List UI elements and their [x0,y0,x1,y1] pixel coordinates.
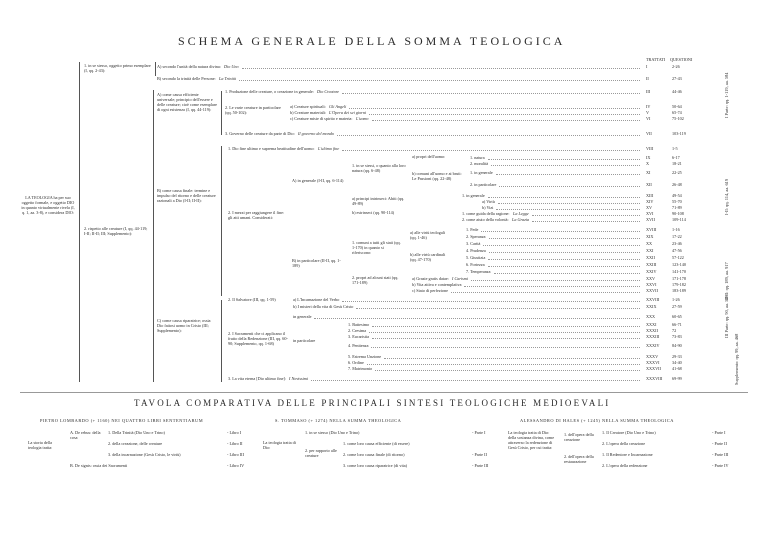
question-range: 179-182 [672,282,686,287]
dotted-leader [532,215,640,216]
treatise-number: VIII [646,146,654,151]
treatise-row-label: 3. Governo delle creature da parte di Dio: [225,131,295,136]
comparison-item: 2. L'opera della creazione [602,441,646,446]
comparison-column-header: S. TOMMASO (+ 1274) NELLA SUMMA THEOLOGICA [275,418,402,423]
question-range: 183-189 [672,288,686,293]
root-brace [79,62,80,382]
dotted-leader [491,165,640,166]
question-range: 55-70 [672,199,682,204]
question-range: 84-90 [672,343,682,348]
label-sacramenti: 2. I Sacramenti che ci applicano il frutto della Redenzione (III, qq. 60-90; Supplemento, qq. 1-68) [228,331,288,346]
treatise-number: XVIII [646,227,657,232]
label-mezzi: 2. I mezzi per raggiungere il fine: gli atti umani. Considerati: [228,210,285,220]
label-creature-particolari: 2. Le varie creature in particolare (qq. 50-102): [225,105,281,115]
comparison-part: - Parte II [472,452,487,457]
dotted-leader [239,80,640,81]
comparison-item: 1. Il Creatore (Dio Uno e Trino) [602,430,656,435]
treatise-row-label: 3. Eucaristia [348,334,369,339]
treatise-row-label: 2. Speranza [466,234,486,239]
branch-creature: 2. rispetto alle creature (I, qq. 44-119; I-II; II-II; III; Supplemento): [84,226,148,236]
question-range: 1-26 [672,297,680,302]
comparison-item: B. De signis: ossia dei Sacramenti [70,463,128,468]
question-range: 66-71 [672,322,682,327]
comparison-item: 2. della creazione, delle creature [108,441,163,446]
treatise-row-label: 2. in particolare [470,182,497,187]
treatise-row-label: 1. natura [470,155,485,160]
treatise-row-label: 2. moralità [470,161,489,166]
comparison-column-header: PIETRO LOMBARDO (+ 1160) NEI QUATTRO LIBRI SENTENTIARUM [40,418,204,423]
label-atti-elementi: 1. in se stessi, o quanto alla loro natura (qq. 6-48) [352,163,406,173]
treatise-number: V [646,110,650,115]
treatise-row-label: b) Creature materiali: [290,110,327,115]
question-range: 103-119 [672,131,686,136]
dotted-leader [483,245,640,246]
dotted-leader [367,364,640,365]
dotted-leader [337,135,640,136]
label-causa-esemplare: C) come causa riparatrice; ossia Dio fattosi uomo in Cristo (III; Supplemento): [157,318,211,333]
treatise-row-label: a) L'Incarnazione del Verbo [293,297,340,302]
question-range: 18-21 [672,161,682,166]
treatise-row-label: 1. Produzione delle creature, o creazione in generale: [225,89,314,94]
treatise-row-label: 7. Temperanza [466,269,491,274]
treatise-number: XXII [646,255,655,260]
column-header-trattati: TRATTATI [646,57,666,62]
comparison-item: 3. della incarnazione (Gesù Cristo, le virtù) [108,452,181,457]
treatise-number: XVI [646,211,654,216]
treatise-row-title: I Novissimi [289,376,308,381]
question-range: 171-178 [672,276,686,281]
question-range: 50-64 [672,104,682,109]
question-range: 49-54 [672,193,682,198]
question-range: 72 [672,328,677,333]
comparison-part: - Parte IV [712,463,729,468]
comparison-subgroup: 2. per rapporto alle creature [305,448,337,458]
question-range: 1-5 [672,146,678,151]
treatise-number: XXVII [646,288,658,293]
dotted-leader [342,150,640,151]
comparison-subgroup: A. De rebus: della cosa [70,430,101,440]
comparison-item: 1. come loro causa efficiente (di essere) [343,441,410,446]
question-range: 109-114 [672,217,686,222]
label-virtu-teol: a) alle virtù teologali (qq. 1-46) [410,230,445,240]
label-propri-atti: a) propri dell'uomo: [412,154,446,159]
label-principi-interni: a) principi intrinseci: Abiti (qq. 49-89) [352,196,405,206]
dotted-leader [342,93,640,94]
comparison-title: TAVOLA COMPARATIVA DELLE PRINCIPALI SINTESI TEOLOGICHE MEDIOEVALI [134,398,611,408]
treatise-number: III [646,89,651,94]
question-range: 23-46 [672,241,682,246]
treatise-number: XXX [646,314,656,319]
dotted-leader [488,259,640,260]
treatise-row-label: 1. Fede [466,227,479,232]
question-range: 123-140 [672,262,686,267]
dotted-leader [369,332,640,333]
treatise-number: XXVIII [646,297,660,302]
question-range: 73-83 [672,334,682,339]
treatise-row-title: Dio Creatore [317,89,340,94]
treatise-row-label: 2. come aiuto della volontà: [462,217,509,222]
treatise-row-title: La Legge [513,211,529,216]
treatise-row-label: 5. Giustizia [466,255,486,260]
label-causa-finale: B) come causa finale: termine e impulso del ritorno e delle creature razionali a Dio (I-II; II-II): [157,188,216,203]
dotted-leader [371,347,640,348]
treatise-number: XXIII [646,262,657,267]
dotted-leader [369,114,640,115]
question-range: 1-16 [672,227,680,232]
treatise-number: XIII [646,193,654,198]
page-title: SCHEMA GENERALE DELLA SOMMA TEOLOGICA [178,34,566,48]
question-range: 26-48 [672,182,682,187]
treatise-row-label: b) I misteri della vita di Gesù Cristo [293,304,354,309]
side-note: II-II: qq. 189, aa. 917 [724,262,729,300]
treatise-number: XXXIV [646,343,660,348]
treatise-number: XXI [646,248,654,253]
treatise-row-label: c) Stato di perfezione [412,288,448,293]
comparison-part: - Libro III [227,452,244,457]
dotted-leader [375,370,640,371]
treatise-row-title: Il governo del mondo [298,131,334,136]
comparison-item: 2. L'opera della redenzione [602,463,648,468]
dotted-leader [489,238,640,239]
treatise-number: IV [646,104,651,109]
treatise-row-label: 6. Ordine [348,360,364,365]
question-range: 41-68 [672,366,682,371]
dotted-leader [451,292,640,293]
treatise-number: XXXVII [646,366,661,371]
dotted-leader [314,318,640,319]
treatise-number: XXIX [646,304,657,309]
question-range: 27-43 [672,76,682,81]
treatise-row-label: 4. Prudenza [466,248,486,253]
question-range: 22-25 [672,170,682,175]
dotted-leader [311,380,640,381]
question-range: 75-102 [672,116,684,121]
treatise-row-title: I Carismi [452,276,468,281]
treatise-row-label: in generale [293,314,312,319]
treatise-row-label: c) Creature miste di spirito e materia: [290,116,353,121]
treatise-number: VII [646,131,652,136]
treatise-row-label: 1. in generale [470,170,493,175]
treatise-row-label: 7. Matrimonio [348,366,373,371]
dotted-leader [372,120,640,121]
comparison-subgroup: 2. dell'opera della restaurazione [564,454,594,464]
dotted-leader [471,280,640,281]
treatise-number: XXXIII [646,334,660,339]
label-in-generale: A) in generale (I-II, qq. 6-114) [292,178,344,183]
dotted-leader [349,108,640,109]
label-in-particolare-sacr: in particolare [293,338,316,343]
column-header-questioni: QUESTIONI [670,57,693,62]
dotted-leader [372,338,640,339]
comparison-root: La storia della teologia tratta: [28,440,53,450]
treatise-row-label: A) secondo l'unità della natura divina: [157,64,221,69]
question-range: 90-108 [672,211,684,216]
treatise-row-label: a) Creature spirituali: [290,104,326,109]
dotted-leader [496,209,640,210]
treatise-number: XV [646,205,653,210]
brace-efficiente [221,91,222,135]
dotted-leader [498,203,640,204]
treatise-number: VI [646,116,651,121]
dotted-leader [496,174,640,175]
comparison-part: - Libro I [227,430,242,435]
question-range: 29-33 [672,354,682,359]
side-note: I-II: qq. 114, aa. 619 [724,178,729,215]
question-range: 17-22 [672,234,682,239]
treatise-row-label: b) Vizi [482,205,494,210]
side-note: III Parte: qq. 90, aa. 549 [724,295,729,338]
treatise-number: II [646,76,649,81]
comparison-part: - Parte I [712,430,726,435]
treatise-number: X [646,161,650,166]
treatise-number: XII [646,182,652,187]
question-range: 2-26 [672,64,680,69]
dotted-leader [489,252,640,253]
treatise-row-title: L'ultimo fine [318,146,340,151]
treatise-number: XXIV [646,269,657,274]
treatise-row-label: b) Vita attiva e contemplativa [412,282,462,287]
dotted-leader [242,68,640,69]
question-range: 71-89 [672,205,682,210]
comparison-root: La teologia tratta di Dio: [263,440,296,450]
section-divider [20,392,748,393]
treatise-number: XXXV [646,354,659,359]
treatise-number: XXV [646,276,656,281]
treatise-row-label: 1. Battesimo [348,322,370,327]
treatise-row-label: 1. come guida della ragione: [462,211,510,216]
dotted-leader [356,308,640,309]
treatise-row-label: 4. Penitenza [348,343,369,348]
comparison-part: - Libro IV [227,463,245,468]
comparison-column-header: ALESSANDRO DI HALES (+ 1245) NELLA SUMMA THEOLOGICA [520,418,674,423]
comparison-part: - Parte I [472,430,486,435]
comparison-part: - Parte II [712,441,727,446]
dotted-leader [494,273,640,274]
treatise-number: IX [646,155,651,160]
treatise-row-label: 2. Cresima [348,328,367,333]
dotted-leader [499,186,640,187]
dotted-leader [384,358,640,359]
treatise-number: XXXVI [646,360,660,365]
treatise-row-title: Dio Uno [224,64,239,69]
question-range: 57-122 [672,255,684,260]
treatise-row-label: 5. Estrema Unzione [348,354,382,359]
treatise-number: XIV [646,199,654,204]
dotted-leader [488,266,640,267]
comparison-item: 1. Il Redentore e Incarnazione [602,452,653,457]
treatise-row-title: Gli Angeli [329,104,347,109]
label-virtu-card: b) alle virtù cardinali (qq. 47-170) [410,252,446,262]
treatise-number: XXXVIII [646,376,663,381]
treatise-row-label: a) Grazie gratis datae: [412,276,449,281]
side-note: Supplemento: qq. 99, aa. 468 [734,333,739,385]
label-in-particolare: B) in particolare (II-II, qq. 1-189) [292,258,341,268]
comparison-part: - Libro II [227,441,243,446]
question-range: 60-65 [672,314,682,319]
dotted-leader [488,197,640,198]
brace-in-se [155,62,156,76]
treatise-number: XI [646,170,651,175]
question-range: 6-17 [672,155,680,160]
comparison-part: - Parte III [472,463,489,468]
label-comuni: 1. comuni a tutti gli stati (qq. 1-170) in quanto si riferiscono: [352,240,401,255]
comparison-item: 3. come loro causa riparatrice (di vita) [343,463,408,468]
treatise-row-label: 1. in generale [462,193,485,198]
treatise-row-label: a) Virtù [482,199,495,204]
comparison-root: La teologia tratta di Dio: della sostanza divina, come attraverso la redenzione di Gesù Cristo, per cui tratta: [508,430,555,450]
side-note: I Parte: qq. 1-119, aa. 584 [724,72,729,118]
comparison-item: 1. in se stesso (Dio Uno e Trino) [305,430,360,435]
question-range: 65-74 [672,110,682,115]
treatise-row-label: 6. Fortezza [466,262,485,267]
dotted-leader [342,301,640,302]
root-label: LA TEOLOGIA ha per suo oggetto formale, e oggetto DIO in quanto virtualmente rivela (I, q. 1, aa. 3-8), e considera DIO: [21,195,75,215]
dotted-leader [464,286,640,287]
treatise-row-label: 3. La vita eterna [Dio ultimo fine]: [228,376,287,381]
brace-finale [221,146,222,296]
treatise-number: I [646,64,648,69]
brace-creature [153,90,154,382]
dotted-leader [532,221,640,222]
label-causa-efficiente: A) come causa efficiente universale; principio dell'essere e delle creature; cioè come esemplare di ogni esistenza (I, qq. 44-119): [157,92,217,112]
treatise-row-label: 3. Carità [466,241,481,246]
treatise-row-title: La Grazia [512,217,530,222]
treatise-row-title: La Trinità [219,76,236,81]
comparison-item: 1. Della Trinità (Dio Uno e Trino) [108,430,165,435]
treatise-row-title: L'uomo [356,116,369,121]
treatise-row-label: 1. Dio fine ultimo e suprema beatitudine dell'uomo: [228,146,315,151]
question-range: 44-46 [672,89,682,94]
label-salvatore: 2. Il Salvatore (III, qq. 1-59) [228,297,276,302]
question-range: 27-59 [672,304,682,309]
treatise-row-title: L'Opera dei sei giorni [329,110,367,115]
question-range: 34-40 [672,360,682,365]
treatise-number: XXXII [646,328,658,333]
treatise-number: XXVI [646,282,657,287]
brace-esemplare [221,300,222,382]
comparison-part: - Parte III [712,452,729,457]
label-principi-esterni: b) estrinseci (qq. 90-114) [352,210,395,215]
treatise-row-label: B) secondo la trinità delle Persone: [157,76,216,81]
treatise-number: XVII [646,217,655,222]
label-propri: 2. propri ad alcuni stati (qq. 171-189) [352,275,399,285]
question-range: 47-56 [672,248,682,253]
dotted-leader [481,231,640,232]
label-comuni-bruti: b) comuni all'uomo e ai bruti: Le Passioni (qq. 22-48) [412,171,462,181]
question-range: 141-170 [672,269,686,274]
dotted-leader [488,159,640,160]
comparison-subgroup: 1. dell'opera della creazione [564,432,594,442]
comparison-item: 2. come loro causa finale (di ritorno) [343,452,405,457]
treatise-number: XX [646,241,653,246]
question-range: 69-99 [672,376,682,381]
treatise-number: XXXI [646,322,657,327]
branch-in-se: 1. in se stesso, oggetto primo esemplare (I, qq. 2-43): [84,63,151,73]
treatise-number: XIX [646,234,654,239]
dotted-leader [372,326,640,327]
